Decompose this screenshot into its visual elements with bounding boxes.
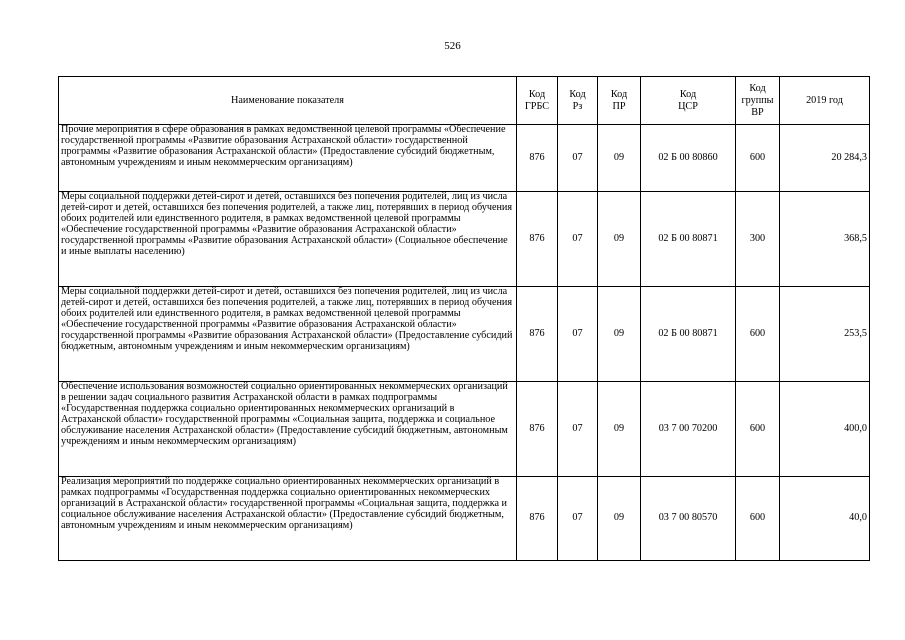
row-csr: 02 Б 00 80871 bbox=[641, 287, 736, 382]
table-row bbox=[59, 287, 870, 382]
row-grbs: 876 bbox=[517, 125, 558, 192]
header-name: Наименование показателя bbox=[59, 77, 517, 125]
page-number: 526 bbox=[444, 40, 461, 52]
row-name: Прочие мероприятия в сфере образования в рамках ведомственной целевой программы «Обеспечение государственной программы «Развитие образования Астраханской области» государственной программы «Развитие образования Астраханской области» (Предоставление субсидий бюджетным, автономным учреждениям и иным некоммерческим организациям) bbox=[59, 125, 517, 192]
header-csr: Код ЦСР bbox=[641, 77, 736, 125]
row-pr: 09 bbox=[598, 287, 641, 382]
header-rz: Код Рз bbox=[558, 77, 598, 125]
row-amount: 40,0 bbox=[780, 477, 870, 561]
row-vr: 600 bbox=[736, 477, 780, 561]
row-name: Меры социальной поддержки детей-сирот и детей, оставшихся без попечения родителей, лиц из числа детей-сирот и детей, оставшихся без попечения родителей, а также лиц, потерявших в период обучения обоих родителей или единственного родителя, в рамках ведомственной целевой программы «Обеспечение государственной программы «Развитие образования Астраханской области» государственной программы «Развитие образования Астраханской области» (Предоставление субсидий бюджетным, автономным учреждениям и иным некоммерческим организациям) bbox=[59, 287, 517, 382]
row-pr: 09 bbox=[598, 382, 641, 477]
row-amount: 253,5 bbox=[780, 287, 870, 382]
header-pr: Код ПР bbox=[598, 77, 641, 125]
table-row bbox=[59, 125, 870, 192]
row-rz: 07 bbox=[558, 192, 598, 287]
row-vr: 300 bbox=[736, 192, 780, 287]
row-rz: 07 bbox=[558, 477, 598, 561]
row-amount: 20 284,3 bbox=[780, 125, 870, 192]
table-header-row bbox=[59, 77, 870, 125]
row-rz: 07 bbox=[558, 382, 598, 477]
row-pr: 09 bbox=[598, 477, 641, 561]
table-row bbox=[59, 477, 870, 561]
row-rz: 07 bbox=[558, 287, 598, 382]
row-name: Обеспечение использования возможностей социально ориентированных некоммерческих организаций в решении задач социального развития Астраханской области в рамках подпрограммы «Государственная поддержка социально ориентированных некоммерческих организаций в Астраханской области» государственной программы «Социальная защита, поддержка и социальное обслуживание населения Астраханской области» (Предоставление субсидий бюджетным, автономным учреждениям и иным некоммерческим организациям) bbox=[59, 382, 517, 477]
row-grbs: 876 bbox=[517, 477, 558, 561]
row-grbs: 876 bbox=[517, 287, 558, 382]
header-vr: Код группы ВР bbox=[736, 77, 780, 125]
row-rz: 07 bbox=[558, 125, 598, 192]
row-vr: 600 bbox=[736, 287, 780, 382]
row-pr: 09 bbox=[598, 192, 641, 287]
row-csr: 02 Б 00 80871 bbox=[641, 192, 736, 287]
header-year: 2019 год bbox=[780, 77, 870, 125]
row-name: Меры социальной поддержки детей-сирот и детей, оставшихся без попечения родителей, лиц из числа детей-сирот и детей, оставшихся без попечения родителей, а также лиц, потерявших в период обучения обоих родителей или единственного родителя, в рамках ведомственной целевой программы «Обеспечение государственной программы «Развитие образования Астраханской области» государственной программы «Развитие образования Астраханской области» (Социальное обеспечение и иные выплаты населению) bbox=[59, 192, 517, 287]
header-grbs: Код ГРБС bbox=[517, 77, 558, 125]
budget-table bbox=[58, 76, 870, 561]
row-grbs: 876 bbox=[517, 382, 558, 477]
row-name: Реализация мероприятий по поддержке социально ориентированных некоммерческих организаций в рамках подпрограммы «Государственная поддержка социально ориентированных некоммерческих организаций в Астраханской области» государственной программы «Социальная защита, поддержка и социальное обслуживание населения Астраханской области» (Предоставление субсидий бюджетным, автономным учреждениям и иным некоммерческим организациям) bbox=[59, 477, 517, 561]
row-vr: 600 bbox=[736, 125, 780, 192]
row-csr: 03 7 00 70200 bbox=[641, 382, 736, 477]
table-row bbox=[59, 192, 870, 287]
row-csr: 03 7 00 80570 bbox=[641, 477, 736, 561]
table-row bbox=[59, 382, 870, 477]
row-csr: 02 Б 00 80860 bbox=[641, 125, 736, 192]
row-pr: 09 bbox=[598, 125, 641, 192]
row-amount: 368,5 bbox=[780, 192, 870, 287]
row-amount: 400,0 bbox=[780, 382, 870, 477]
row-grbs: 876 bbox=[517, 192, 558, 287]
row-vr: 600 bbox=[736, 382, 780, 477]
